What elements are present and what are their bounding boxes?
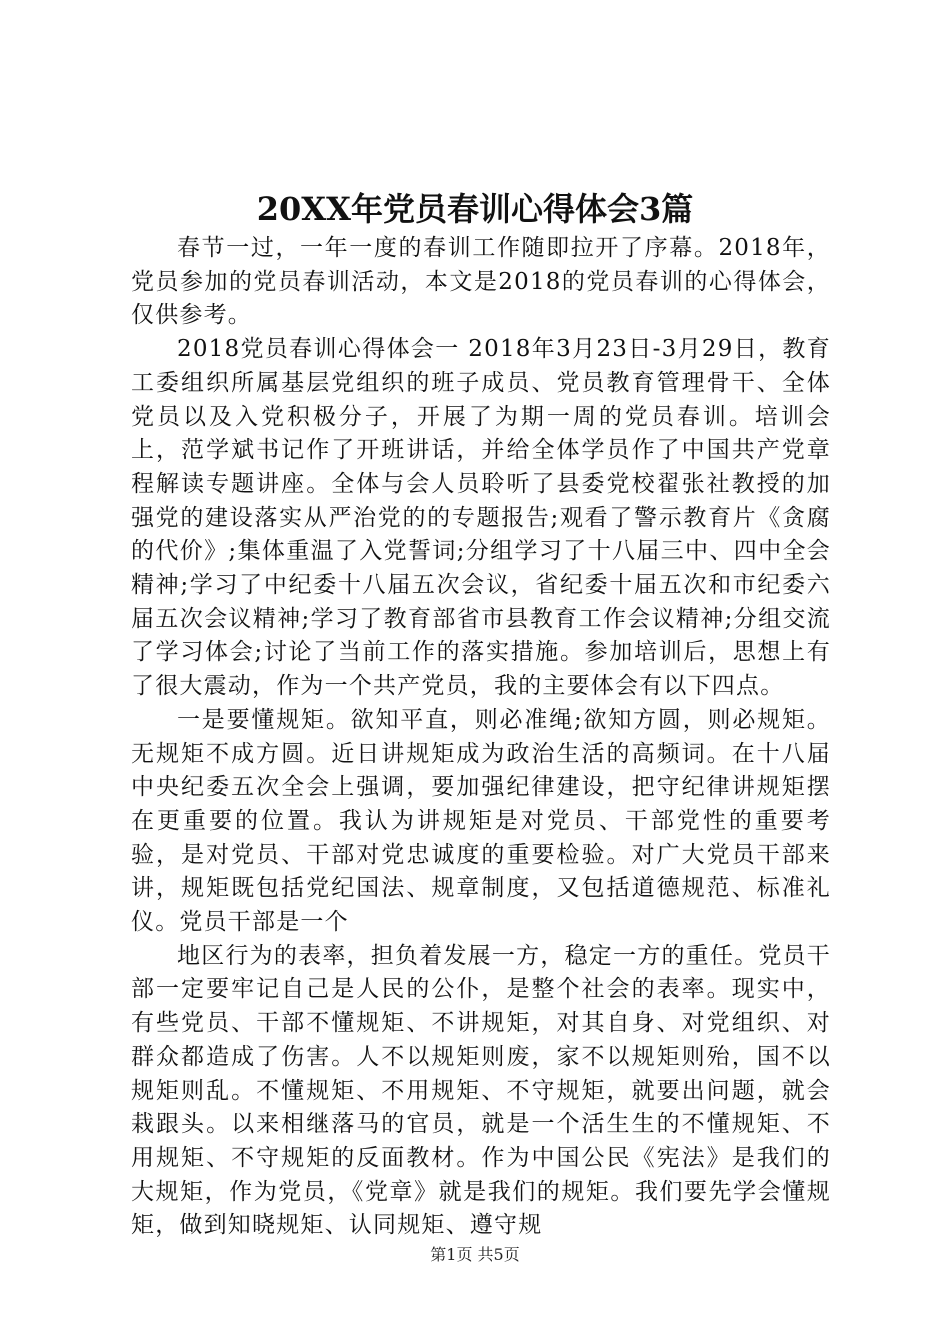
page-footer: 第1页 共5页 xyxy=(430,1245,520,1264)
paragraph-rule-one-continued: 地区行为的表率，担负着发展一方，稳定一方的重任。党员干部一定要牢记自己是人民的公仆，是整个社会的表率。现实中，有些党员、干部不懂规矩、不讲规矩，对其自身、对党组织、对群众都造成了伤害。人不以规矩则废，家不以规矩则殆，国不以规矩则乱。不懂规矩、不用规矩、不守规矩，就要出问题，就会栽跟头。以来相继落马的官员，就是一个活生生的不懂规矩、不用规矩、不守规矩的反面教材。作为中国公民《宪法》是我们的大规矩，作为党员，《党章》就是我们的规矩。我们要先学会懂规矩，做到知晓规矩、认同规矩、遵守规 xyxy=(131,942,831,1239)
paragraph-rule-one: 一是要懂规矩。欲知平直，则必准绳;欲知方圆，则必规矩。无规矩不成方圆。近日讲规矩成为政治生活的高频词。在十八届中央纪委五次全会上强调，要加强纪律建设，把守纪律讲规矩摆在更重要的位置。我认为讲规矩是对党员、干部党性的重要考验，是对党员、干部对党忠诚度的重要检验。对广大党员干部来讲，规矩既包括党纪国法、规章制度，又包括道德规范、标准礼仪。党员干部是一个 xyxy=(131,706,831,936)
document-title: 20XX年党员春训心得体会3篇 xyxy=(256,190,694,228)
paragraph-intro: 春节一过，一年一度的春训工作随即拉开了序幕。2018年，党员参加的党员春训活动，本文是2018的党员春训的心得体会，仅供参考。 xyxy=(131,235,831,329)
paragraph-part-one: 2018党员春训心得体会一 2018年3月23日-3月29日，教育工委组织所属基层党组织的班子成员、党员教育管理骨干、全体党员以及入党积极分子，开展了为期一周的党员春训。培训会上，范学斌书记作了开班讲话，并给全体学员作了中国共产党章程解读专题讲座。全体与会人员聆听了县委党校翟张社教授的加强党的建设落实从严治党的的专题报告;观看了警示教育片《贪腐的代价》;集体重温了入党誓词;分组学习了十八届三中、四中全会精神;学习了中纪委十八届五次会议，省纪委十届五次和市纪委六届五次会议精神;学习了教育部省市县教育工作会议精神;分组交流了学习体会;讨论了当前工作的落实措施。参加培训后，思想上有了很大震动，作为一个共产党员，我的主要体会有以下四点。 xyxy=(131,336,831,700)
document-body xyxy=(131,232,831,1243)
